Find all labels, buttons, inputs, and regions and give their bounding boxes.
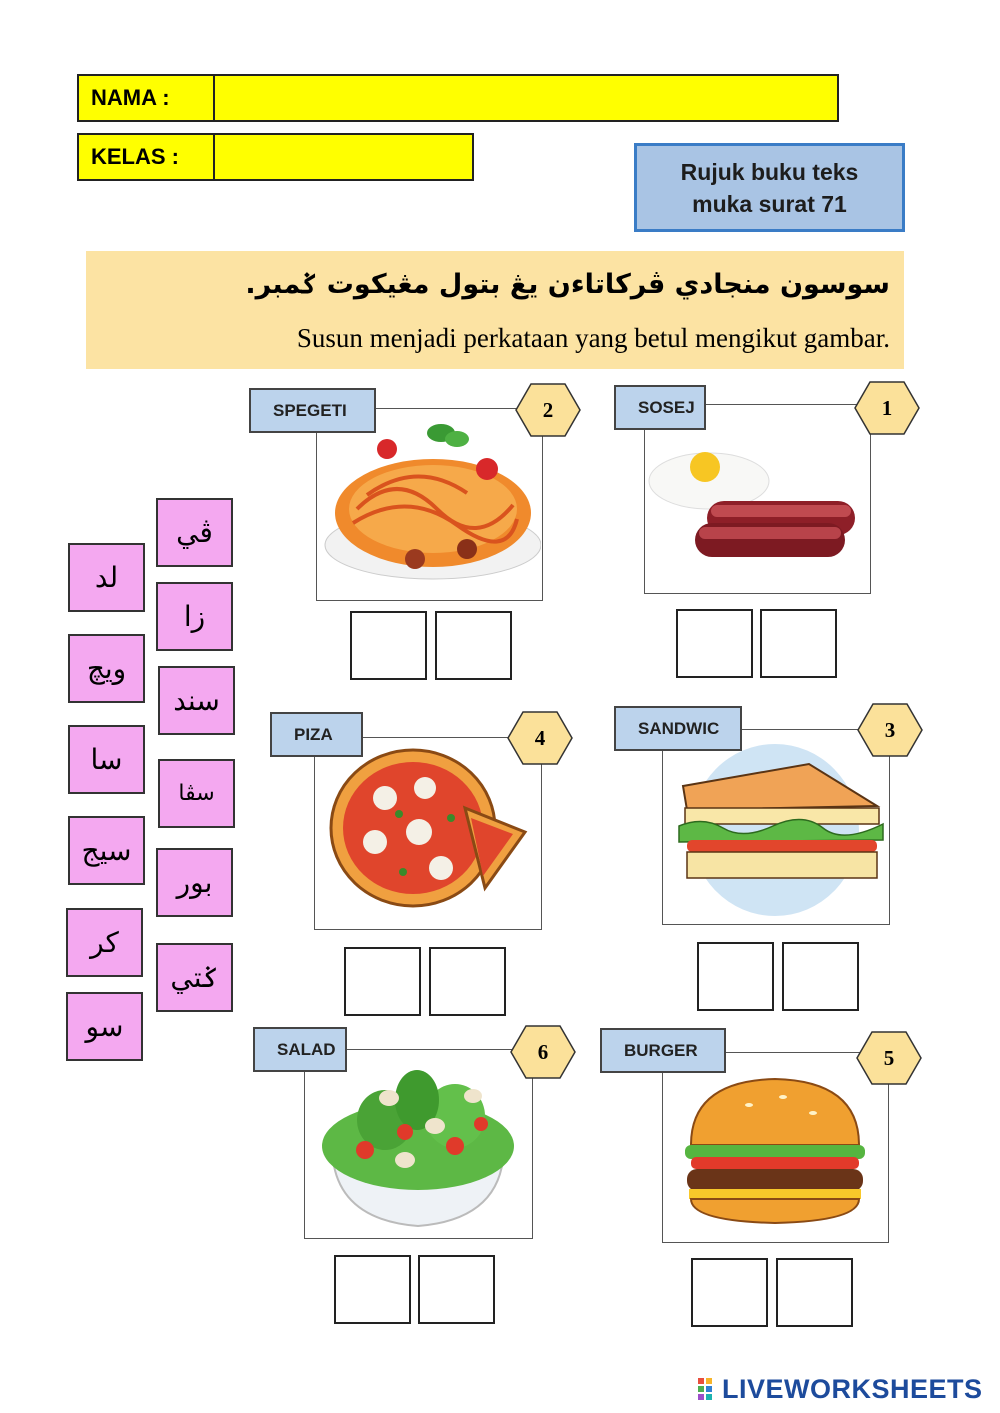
- syllable-tile[interactable]: سا: [68, 725, 145, 794]
- card-1-photo-frame: [644, 404, 871, 594]
- card-5-answer-box-2[interactable]: [776, 1258, 853, 1327]
- card-4-number: 4: [534, 725, 546, 750]
- card-2-number: 2: [542, 397, 554, 422]
- textbook-reference-box: [634, 143, 905, 232]
- liveworksheets-brand: [722, 1374, 983, 1405]
- syllable-tile[interactable]: کر: [66, 908, 143, 977]
- syllable-tile[interactable]: بور: [156, 848, 233, 917]
- card-5-label: BURGER: [600, 1028, 726, 1073]
- burger-image: [663, 1053, 887, 1241]
- nama-field-row: [77, 74, 839, 122]
- card-5-photo-frame: [662, 1052, 889, 1243]
- card-1-answer-box-1[interactable]: [676, 609, 753, 678]
- syllable-tile[interactable]: سند: [158, 666, 235, 735]
- brand-text: LIVEWORKSHEETS: [722, 1374, 983, 1404]
- card-3-photo-frame: [662, 729, 890, 925]
- pizza-image: [315, 738, 540, 928]
- kelas-label: KELAS :: [79, 135, 215, 179]
- card-1-number: 1: [881, 395, 893, 420]
- reference-line-2: muka surat 71: [692, 191, 847, 217]
- syllable-tile[interactable]: سڤا: [158, 759, 235, 828]
- liveworksheets-logo-icon: [698, 1378, 720, 1402]
- syllable-tile[interactable]: ڤي: [156, 498, 233, 567]
- card-3-label: SANDWIC: [614, 706, 742, 751]
- card-1-label: SOSEJ: [614, 385, 706, 430]
- card-3-number: 3: [884, 717, 896, 742]
- syllable-tile[interactable]: ݢتي: [156, 943, 233, 1012]
- sausage-egg-image: [645, 405, 869, 591]
- syllable-tile[interactable]: سيج: [68, 816, 145, 885]
- nama-input[interactable]: [215, 76, 837, 120]
- reference-line-1: Rujuk buku teks: [680, 159, 859, 185]
- card-6-number: 6: [537, 1039, 549, 1064]
- instruction-jawi: سوسون منجادي ڤركاتاءن يڠ بتول مڠيکوت ݢمبر.: [245, 269, 890, 300]
- kelas-field-row: [77, 133, 474, 181]
- kelas-input[interactable]: [215, 135, 472, 179]
- instruction-rumi: Susun menjadi perkataan yang betul mengikut gambar.: [296, 323, 890, 353]
- card-5-answer-box-1[interactable]: [691, 1258, 768, 1327]
- card-6-label: SALAD: [253, 1027, 347, 1072]
- card-5-number: 5: [883, 1045, 895, 1070]
- spaghetti-image: [317, 409, 541, 599]
- card-3-answer-box-1[interactable]: [697, 942, 774, 1011]
- nama-label: NAMA :: [79, 76, 215, 120]
- syllable-tile[interactable]: سو: [66, 992, 143, 1061]
- card-6-answer-box-1[interactable]: [334, 1255, 411, 1324]
- sandwich-image: [663, 730, 888, 923]
- card-2-answer-box-2[interactable]: [435, 611, 512, 680]
- card-1-answer-box-2[interactable]: [760, 609, 837, 678]
- card-4-label: PIZA: [270, 712, 363, 757]
- card-2-label: SPEGETI: [249, 388, 376, 433]
- syllable-tile[interactable]: زا: [156, 582, 233, 651]
- card-6-answer-box-2[interactable]: [418, 1255, 495, 1324]
- syllable-tile[interactable]: لد: [68, 543, 145, 612]
- syllable-tile[interactable]: ويچ: [68, 634, 145, 703]
- instruction-banner: [86, 251, 904, 369]
- card-4-photo-frame: [314, 737, 542, 930]
- card-4-answer-box-2[interactable]: [429, 947, 506, 1016]
- card-2-answer-box-1[interactable]: [350, 611, 427, 680]
- card-6-photo-frame: [304, 1049, 533, 1239]
- card-4-answer-box-1[interactable]: [344, 947, 421, 1016]
- card-2-photo-frame: [316, 408, 543, 601]
- salad-image: [305, 1050, 531, 1237]
- card-3-answer-box-2[interactable]: [782, 942, 859, 1011]
